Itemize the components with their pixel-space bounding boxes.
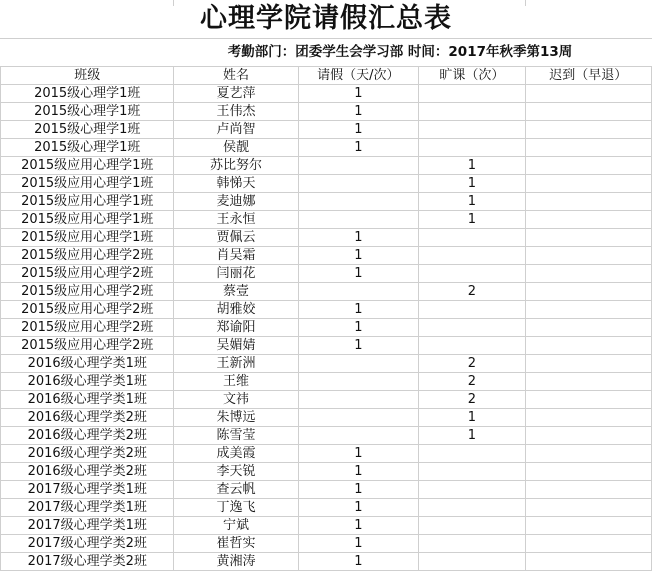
table-row (1, 427, 652, 445)
cell-absent: 2 (419, 355, 525, 373)
cell-absent (419, 121, 525, 139)
table-row (1, 409, 652, 427)
cell-class: 2015级心理学1班 (1, 85, 174, 103)
cell-absent (419, 463, 525, 481)
table-row (1, 229, 652, 247)
cell-class: 2016级心理学类1班 (1, 373, 174, 391)
cell-class: 2015级应用心理学2班 (1, 265, 174, 283)
cell-name: 朱博远 (174, 409, 298, 427)
cell-absent (419, 517, 525, 535)
table-row (1, 355, 652, 373)
divider (0, 38, 652, 39)
cell-leave (298, 211, 419, 229)
cell-late (525, 355, 651, 373)
cell-name: 黄湘涛 (174, 553, 298, 571)
cell-class: 2017级心理学类1班 (1, 481, 174, 499)
cell-class: 2015级应用心理学1班 (1, 175, 174, 193)
cell-name: 闫丽花 (174, 265, 298, 283)
cell-absent (419, 535, 525, 553)
table-row (1, 499, 652, 517)
cell-class: 2017级心理学类2班 (1, 535, 174, 553)
cell-name: 王维 (174, 373, 298, 391)
cell-leave: 1 (298, 553, 419, 571)
cell-name: 贾佩云 (174, 229, 298, 247)
table-row (1, 337, 652, 355)
sheet-title: 心理学院请假汇总表 (200, 3, 452, 34)
header-late: 迟到（早退） (525, 67, 651, 85)
cell-class: 2016级心理学类1班 (1, 391, 174, 409)
table-row (1, 103, 652, 121)
cell-absent: 1 (419, 211, 525, 229)
cell-name: 查云帆 (174, 481, 298, 499)
cell-late (525, 553, 651, 571)
cell-name: 王伟杰 (174, 103, 298, 121)
table-row (1, 85, 652, 103)
cell-leave (298, 193, 419, 211)
cell-late (525, 445, 651, 463)
cell-class: 2016级心理学类2班 (1, 445, 174, 463)
cell-leave: 1 (298, 463, 419, 481)
leave-summary-table (0, 66, 652, 571)
cell-name: 肖吴霜 (174, 247, 298, 265)
cell-leave: 1 (298, 337, 419, 355)
cell-leave: 1 (298, 247, 419, 265)
cell-leave (298, 175, 419, 193)
cell-absent (419, 265, 525, 283)
cell-leave: 1 (298, 121, 419, 139)
header-absent: 旷课（次） (419, 67, 525, 85)
cell-absent: 2 (419, 373, 525, 391)
cell-name: 成美霞 (174, 445, 298, 463)
cell-late (525, 337, 651, 355)
cell-absent: 1 (419, 157, 525, 175)
cell-class: 2015级应用心理学1班 (1, 157, 174, 175)
cell-absent: 2 (419, 283, 525, 301)
table-row (1, 301, 652, 319)
cell-class: 2015级应用心理学2班 (1, 337, 174, 355)
cell-late (525, 463, 651, 481)
cell-leave: 1 (298, 103, 419, 121)
cell-leave (298, 427, 419, 445)
cell-class: 2015级应用心理学2班 (1, 301, 174, 319)
cell-late (525, 517, 651, 535)
cell-late (525, 139, 651, 157)
cell-absent: 1 (419, 427, 525, 445)
cell-name: 蔡壹 (174, 283, 298, 301)
cell-leave: 1 (298, 499, 419, 517)
cell-absent (419, 247, 525, 265)
cell-name: 陈雪莹 (174, 427, 298, 445)
cell-leave (298, 283, 419, 301)
cell-name: 宁斌 (174, 517, 298, 535)
cell-name: 夏艺萍 (174, 85, 298, 103)
cell-leave (298, 355, 419, 373)
table-row (1, 193, 652, 211)
cell-leave (298, 373, 419, 391)
cell-class: 2016级心理学类2班 (1, 463, 174, 481)
cell-late (525, 211, 651, 229)
table-row (1, 553, 652, 571)
cell-late (525, 193, 651, 211)
table-row (1, 319, 652, 337)
table-row (1, 481, 652, 499)
cell-absent (419, 445, 525, 463)
cell-leave: 1 (298, 517, 419, 535)
cell-name: 侯靓 (174, 139, 298, 157)
cell-class: 2016级心理学类2班 (1, 427, 174, 445)
cell-late (525, 247, 651, 265)
cell-late (525, 175, 651, 193)
cell-leave: 1 (298, 481, 419, 499)
cell-late (525, 301, 651, 319)
cell-late (525, 265, 651, 283)
cell-leave: 1 (298, 301, 419, 319)
cell-name: 吴媚婧 (174, 337, 298, 355)
cell-leave: 1 (298, 229, 419, 247)
cell-class: 2015级应用心理学1班 (1, 229, 174, 247)
cell-absent: 1 (419, 409, 525, 427)
table-row (1, 157, 652, 175)
table-row (1, 211, 652, 229)
cell-class: 2016级心理学类1班 (1, 355, 174, 373)
cell-absent (419, 139, 525, 157)
header-class: 班级 (1, 67, 174, 85)
header-leave: 请假（天/次） (298, 67, 419, 85)
cell-name: 王新洲 (174, 355, 298, 373)
cell-name: 卢尚智 (174, 121, 298, 139)
cell-leave (298, 157, 419, 175)
cell-late (525, 499, 651, 517)
table-row (1, 265, 652, 283)
cell-late (525, 535, 651, 553)
cell-late (525, 85, 651, 103)
cell-class: 2015级心理学1班 (1, 121, 174, 139)
table-row (1, 175, 652, 193)
cell-absent: 2 (419, 391, 525, 409)
cell-name: 郑谕阳 (174, 319, 298, 337)
cell-name: 文祎 (174, 391, 298, 409)
table-row (1, 283, 652, 301)
cell-name: 崔哲实 (174, 535, 298, 553)
table-row (1, 517, 652, 535)
cell-late (525, 229, 651, 247)
cell-leave (298, 409, 419, 427)
cell-class: 2015级应用心理学2班 (1, 247, 174, 265)
cell-leave: 1 (298, 535, 419, 553)
table-row (1, 247, 652, 265)
cell-name: 丁逸飞 (174, 499, 298, 517)
cell-class: 2015级心理学1班 (1, 103, 174, 121)
cell-late (525, 157, 651, 175)
cell-absent (419, 553, 525, 571)
cell-class: 2015级应用心理学2班 (1, 319, 174, 337)
cell-class: 2016级心理学类2班 (1, 409, 174, 427)
header-name: 姓名 (174, 67, 298, 85)
cell-name: 麦迪娜 (174, 193, 298, 211)
cell-absent: 1 (419, 193, 525, 211)
cell-late (525, 103, 651, 121)
cell-absent (419, 481, 525, 499)
cell-name: 李天锐 (174, 463, 298, 481)
cell-late (525, 121, 651, 139)
cell-class: 2015级应用心理学1班 (1, 211, 174, 229)
table-row (1, 535, 652, 553)
cell-late (525, 391, 651, 409)
cell-absent (419, 499, 525, 517)
table-body (1, 85, 652, 571)
table-row (1, 121, 652, 139)
header-row (1, 67, 652, 85)
cell-leave: 1 (298, 265, 419, 283)
table-row (1, 445, 652, 463)
table-row (1, 391, 652, 409)
cell-leave: 1 (298, 85, 419, 103)
cell-late (525, 319, 651, 337)
cell-late (525, 427, 651, 445)
cell-class: 2017级心理学类1班 (1, 517, 174, 535)
cell-name: 胡雅姣 (174, 301, 298, 319)
table-row (1, 139, 652, 157)
cell-class: 2015级心理学1班 (1, 139, 174, 157)
table-row (1, 463, 652, 481)
cell-late (525, 283, 651, 301)
cell-late (525, 409, 651, 427)
cell-absent (419, 229, 525, 247)
cell-absent (419, 85, 525, 103)
cell-absent: 1 (419, 175, 525, 193)
cell-leave (298, 391, 419, 409)
cell-class: 2017级心理学类1班 (1, 499, 174, 517)
table-row (1, 373, 652, 391)
cell-leave: 1 (298, 445, 419, 463)
cell-class: 2015级应用心理学2班 (1, 283, 174, 301)
cell-class: 2017级心理学类2班 (1, 553, 174, 571)
cell-late (525, 481, 651, 499)
cell-late (525, 373, 651, 391)
cell-absent (419, 337, 525, 355)
cell-name: 王永恒 (174, 211, 298, 229)
cell-absent (419, 301, 525, 319)
cell-leave: 1 (298, 319, 419, 337)
cell-leave: 1 (298, 139, 419, 157)
cell-absent (419, 319, 525, 337)
cell-name: 苏比努尔 (174, 157, 298, 175)
cell-class: 2015级应用心理学1班 (1, 193, 174, 211)
sheet-subtitle: 考勤部门：团委学生会学习部 时间：2017年秋季第13周 (227, 44, 573, 60)
cell-name: 韩悌天 (174, 175, 298, 193)
cell-absent (419, 103, 525, 121)
